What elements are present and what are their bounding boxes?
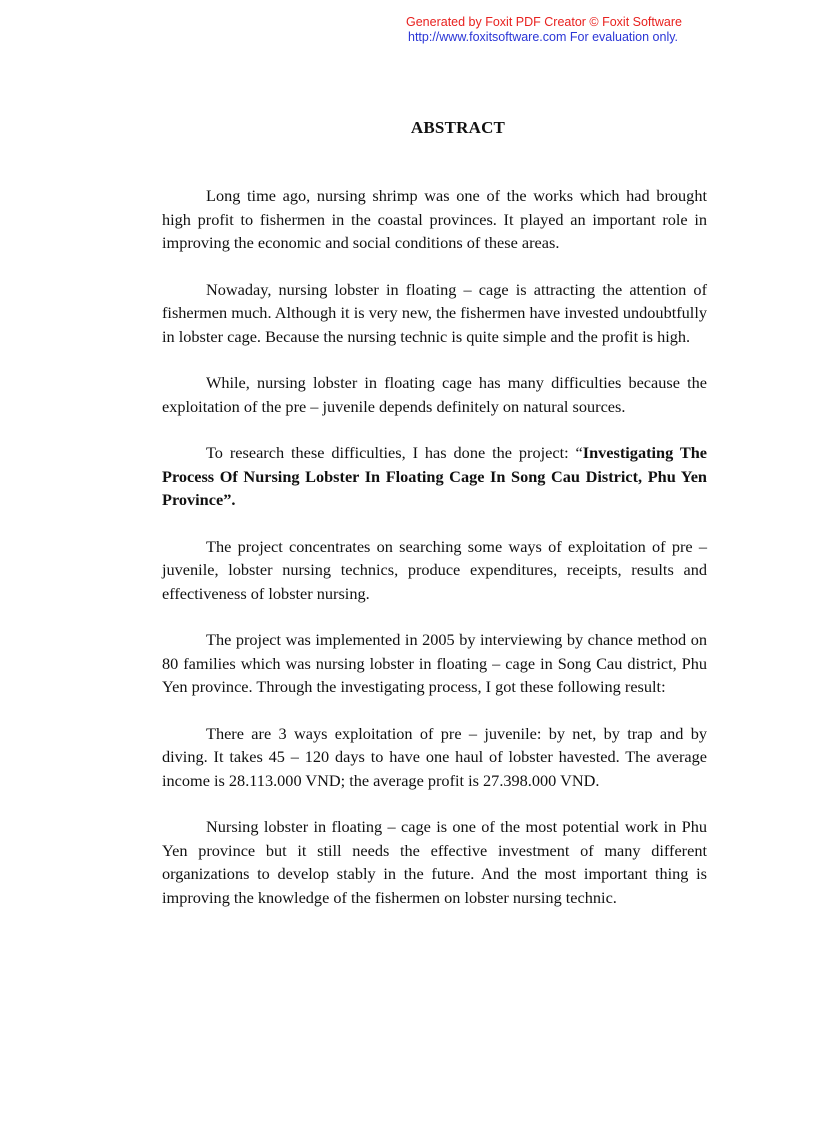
- paragraph-5: The project concentrates on searching some ways of exploitation of pre – juvenile, lobster nursing technics, produce expenditures, receipts, results and effectiveness of lobster nursing.: [162, 536, 707, 603]
- paragraph-6: The project was implemented in 2005 by interviewing by chance method on 80 families which was nursing lobster in floating – cage in Song Cau district, Phu Yen province. Through the investigating process, I got these following result:: [162, 630, 707, 696]
- paragraph-4: [162, 441, 707, 512]
- watermark-url-evaluation: http://www.foxitsoftware.com For evaluation only.: [408, 30, 679, 44]
- paragraph-3: While, nursing lobster in floating cage has many difficulties because the exploitation of the pre – juvenile depends definitely on natural sources.: [162, 373, 707, 416]
- paragraph-8: Nursing lobster in floating – cage is one of the most potential work in Phu Yen province but it still needs the effective investment of many different organizations to develop stably in the future. And the most important thing is improving the knowledge of the fishermen on lobster nursing technic.: [162, 817, 707, 907]
- project-title: Investigating The Process Of Nursing Lobster In Floating Cage In Song Cau District, Phu Yen Province”.: [162, 443, 707, 509]
- abstract-body: [162, 184, 707, 932]
- paragraph-1: Long time ago, nursing shrimp was one of the works which had brought high profit to fishermen in the coastal provinces. It played an important role in improving the economic and social conditions of these areas.: [162, 186, 707, 252]
- paragraph-2: Nowaday, nursing lobster in floating – cage is attracting the attention of fishermen much. Although it is very new, the fishermen have invested undoubtfully in lobster cage. Because the nursing technic is quite simple and the profit is high.: [162, 279, 707, 346]
- page-title: ABSTRACT: [410, 118, 506, 137]
- foxit-watermark: [406, 15, 716, 45]
- paragraph-4-lead: To research these difficulties, I has done the project: “: [206, 443, 583, 462]
- watermark-generated-by: Generated by Foxit PDF Creator © Foxit Software: [406, 15, 682, 29]
- paragraph-7: There are 3 ways exploitation of pre – juvenile: by net, by trap and by diving. It takes 45 – 120 days to have one haul of lobster havested. The average income is 28.113.000 VND; the average profit is 27.398.000 VND.: [162, 723, 707, 790]
